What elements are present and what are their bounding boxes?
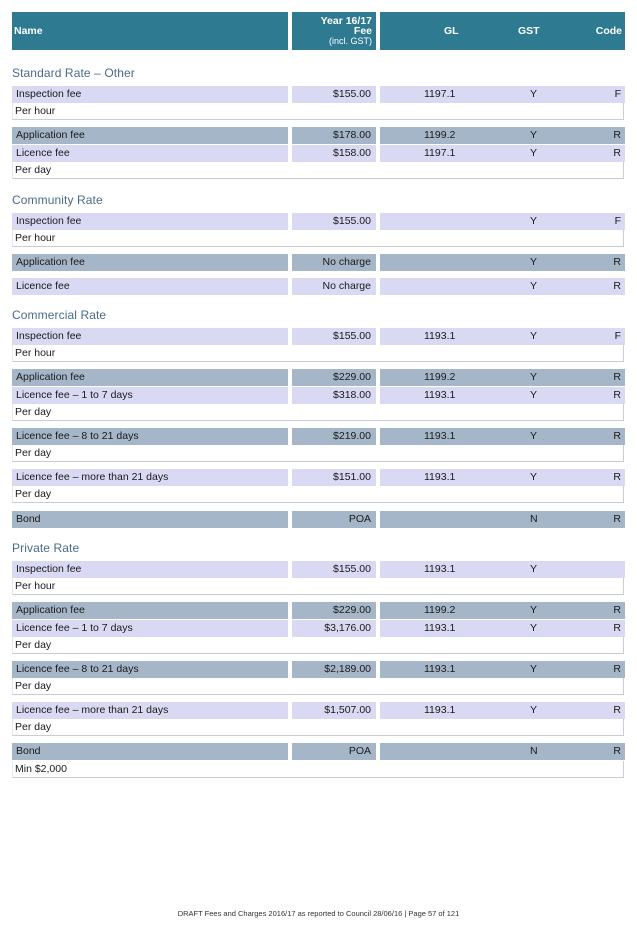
header-fee-label-gst: (incl. GST) <box>328 36 372 46</box>
row-name: Application fee <box>12 602 288 619</box>
table-row <box>0 428 637 445</box>
row-gst: Y <box>530 280 538 292</box>
section-title-community: Community Rate <box>12 193 103 207</box>
row-name: Bond <box>12 511 288 528</box>
row-note: Per day <box>12 719 624 736</box>
row-note: Per day <box>12 162 624 179</box>
row-gst: Y <box>530 430 538 442</box>
row-name: Inspection fee <box>12 86 288 103</box>
row-gl: 1193.1 <box>424 663 456 675</box>
row-fee: POA <box>292 743 376 760</box>
row-name: Licence fee – 8 to 21 days <box>12 428 288 445</box>
row-gst: Y <box>530 622 538 634</box>
row-note: Per hour <box>12 103 624 120</box>
row-name: Application fee <box>12 369 288 386</box>
row-gst: Y <box>530 129 538 141</box>
row-gl: 1193.1 <box>424 704 456 716</box>
table-row <box>0 743 637 760</box>
row-name: Inspection fee <box>12 213 288 230</box>
row-code: R <box>613 256 621 268</box>
row-gst: Y <box>530 389 538 401</box>
page-footer: DRAFT Fees and Charges 2016/17 as reported to Council 28/06/16 | Page 57 of 121 <box>177 909 460 918</box>
row-code: R <box>613 430 621 442</box>
header-codes-column <box>380 12 625 50</box>
row-code: R <box>613 129 621 141</box>
row-fee: $229.00 <box>292 602 376 619</box>
row-codes <box>380 369 625 386</box>
header-name-column <box>12 12 288 50</box>
row-code: R <box>613 280 621 292</box>
header-fee-label-fee: Fee <box>353 25 372 37</box>
row-gl: 1197.1 <box>424 88 456 100</box>
table-row <box>0 661 637 678</box>
row-gst: Y <box>530 471 538 483</box>
table-row <box>0 278 637 295</box>
row-gl: 1193.1 <box>424 563 456 575</box>
row-codes <box>380 387 625 404</box>
table-row <box>0 86 637 103</box>
header-fee-column <box>292 12 376 50</box>
section-title-private: Private Rate <box>12 541 80 555</box>
row-gst: N <box>530 745 538 757</box>
row-fee: $155.00 <box>292 213 376 230</box>
header-gst-label: GST <box>518 25 540 37</box>
row-name: Licence fee – 8 to 21 days <box>12 661 288 678</box>
row-code: R <box>613 663 621 675</box>
row-codes <box>380 702 625 719</box>
row-name: Licence fee – more than 21 days <box>12 702 288 719</box>
row-code: R <box>613 622 621 634</box>
table-row <box>0 369 637 386</box>
row-fee: $178.00 <box>292 127 376 144</box>
section-title-standard: Standard Rate – Other <box>12 66 135 80</box>
row-code: F <box>614 215 621 227</box>
table-row <box>0 254 637 271</box>
row-fee: No charge <box>292 254 376 271</box>
row-name: Licence fee <box>12 145 288 162</box>
row-gst: Y <box>530 563 538 575</box>
row-gl: 1193.1 <box>424 389 456 401</box>
row-codes <box>380 278 625 295</box>
row-name: Licence fee – more than 21 days <box>12 469 288 486</box>
row-fee: $2,189.00 <box>292 661 376 678</box>
row-codes <box>380 328 625 345</box>
row-codes <box>380 254 625 271</box>
row-gst: Y <box>530 604 538 616</box>
header-code-label: Code <box>595 25 622 37</box>
row-fee: $1,507.00 <box>292 702 376 719</box>
row-gst: Y <box>530 371 538 383</box>
row-note: Per day <box>12 486 624 503</box>
row-gl: 1193.1 <box>424 622 456 634</box>
row-name: Inspection fee <box>12 328 288 345</box>
table-row <box>0 328 637 345</box>
table-row <box>0 213 637 230</box>
row-gl: 1197.1 <box>424 147 456 159</box>
row-fee: $229.00 <box>292 369 376 386</box>
row-note: Per hour <box>12 578 624 595</box>
row-code: R <box>613 371 621 383</box>
row-codes <box>380 511 625 528</box>
row-gst: Y <box>530 147 538 159</box>
row-name: Licence fee – 1 to 7 days <box>12 387 288 404</box>
row-codes <box>380 469 625 486</box>
row-gst: Y <box>530 88 538 100</box>
row-fee: $318.00 <box>292 387 376 404</box>
row-fee: $155.00 <box>292 561 376 578</box>
row-note: Per hour <box>12 345 624 362</box>
row-fee: $3,176.00 <box>292 620 376 637</box>
row-name: Licence fee <box>12 278 288 295</box>
row-fee: $151.00 <box>292 469 376 486</box>
row-codes <box>380 213 625 230</box>
row-fee: No charge <box>292 278 376 295</box>
row-note: Per hour <box>12 230 624 247</box>
row-name: Application fee <box>12 127 288 144</box>
row-codes <box>380 743 625 760</box>
table-row <box>0 387 637 404</box>
row-gst: Y <box>530 215 538 227</box>
row-fee: $155.00 <box>292 86 376 103</box>
table-row <box>0 702 637 719</box>
table-row <box>0 561 637 578</box>
section-title-commercial: Commercial Rate <box>12 308 107 322</box>
table-row <box>0 620 637 637</box>
row-note: Per day <box>12 404 624 421</box>
table-row <box>0 469 637 486</box>
row-code: R <box>613 147 621 159</box>
row-codes <box>380 145 625 162</box>
row-codes <box>380 661 625 678</box>
table-row <box>0 127 637 144</box>
row-note: Per day <box>12 445 624 462</box>
row-codes <box>380 620 625 637</box>
row-gst: N <box>530 513 538 525</box>
row-code: R <box>613 704 621 716</box>
row-fee: POA <box>292 511 376 528</box>
row-code: F <box>614 88 621 100</box>
row-code: F <box>614 330 621 342</box>
row-gl: 1193.1 <box>424 330 456 342</box>
row-codes <box>380 602 625 619</box>
row-codes <box>380 127 625 144</box>
header-name-label: Name <box>14 25 43 37</box>
table-row <box>0 511 637 528</box>
row-gl: 1199.2 <box>424 604 456 616</box>
row-fee: $155.00 <box>292 328 376 345</box>
row-note: Per day <box>12 678 624 695</box>
row-name: Licence fee – 1 to 7 days <box>12 620 288 637</box>
table-row <box>0 145 637 162</box>
row-note: Min $2,000 <box>12 761 624 778</box>
row-code: R <box>613 471 621 483</box>
row-code: R <box>613 604 621 616</box>
row-fee: $219.00 <box>292 428 376 445</box>
row-name: Inspection fee <box>12 561 288 578</box>
row-codes <box>380 86 625 103</box>
row-gst: Y <box>530 256 538 268</box>
header-fee-label-year: Year 16/17 <box>320 15 372 27</box>
row-code: R <box>613 389 621 401</box>
header-gl-label: GL <box>444 25 459 37</box>
row-gst: Y <box>530 663 538 675</box>
row-gst: Y <box>530 330 538 342</box>
row-codes <box>380 428 625 445</box>
row-gst: Y <box>530 704 538 716</box>
row-gl: 1199.2 <box>424 371 456 383</box>
row-gl: 1193.1 <box>424 430 456 442</box>
row-code: R <box>613 513 621 525</box>
row-code: R <box>613 745 621 757</box>
row-fee: $158.00 <box>292 145 376 162</box>
table-row <box>0 602 637 619</box>
row-codes <box>380 561 625 578</box>
row-gl: 1199.2 <box>424 129 456 141</box>
row-name: Bond <box>12 743 288 760</box>
row-note: Per day <box>12 637 624 654</box>
row-name: Application fee <box>12 254 288 271</box>
row-gl: 1193.1 <box>424 471 456 483</box>
